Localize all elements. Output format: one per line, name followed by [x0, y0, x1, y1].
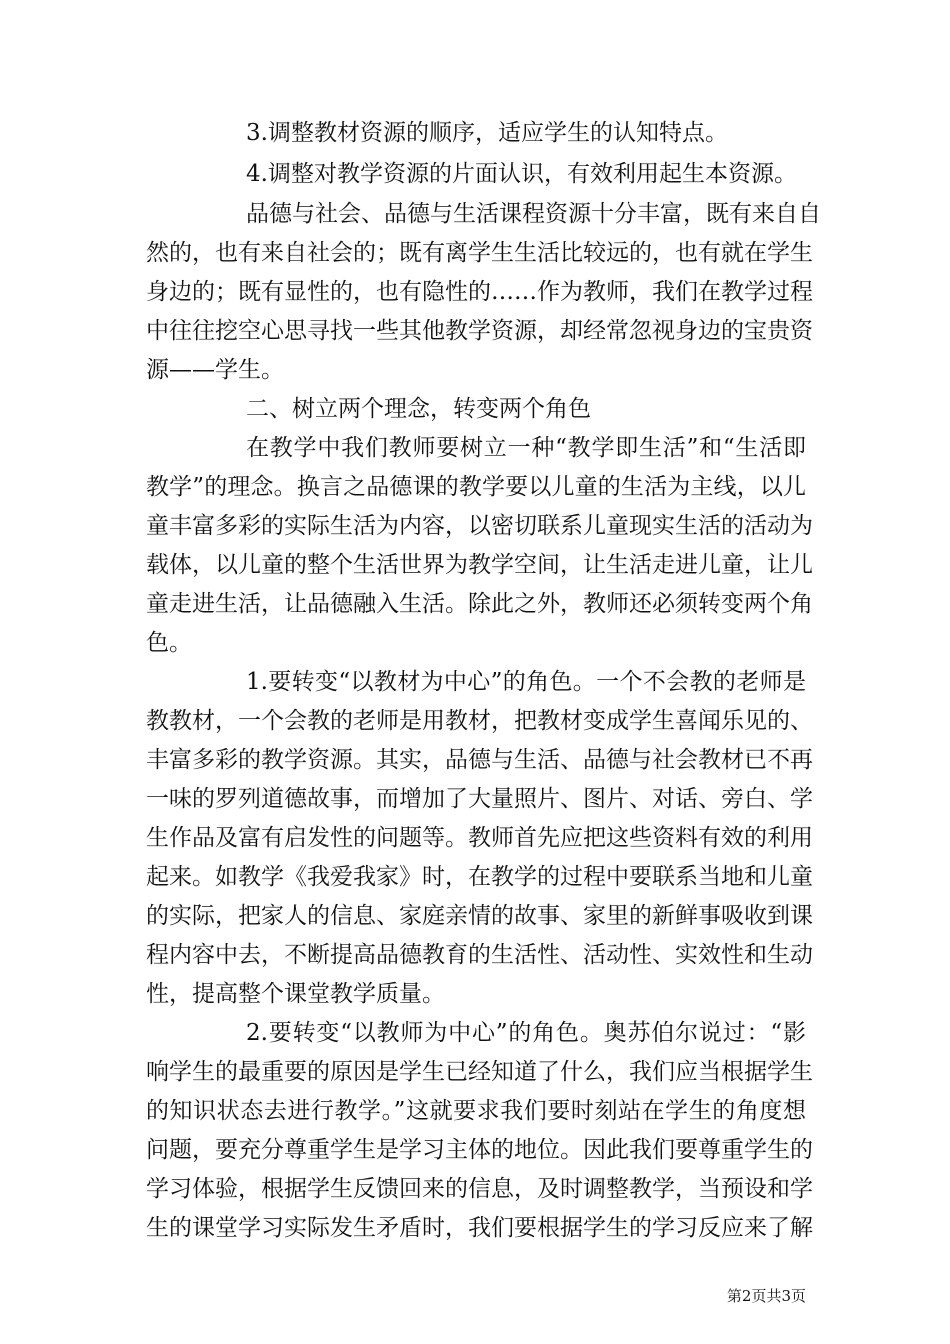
text-line: 色。 — [146, 630, 192, 656]
text-line: 的知识状态去进行教学。”这就要求我们要时刻站在学生的角度想 — [146, 1098, 806, 1124]
text-line: 的实际，把家人的信息、家庭亲情的故事、家里的新鲜事吸收到课 — [146, 903, 813, 929]
text-line: 1.要转变“以教材为中心”的角色。一个不会教的老师是 — [246, 669, 806, 695]
page-number: 第2页共3页 — [726, 1287, 806, 1305]
text-line: 起来。如教学《我爱我家》时，在教学的过程中要联系当地和儿童 — [146, 864, 813, 890]
text-line: 一味的罗列道德故事，而增加了大量照片、图片、对话、旁白、学 — [146, 786, 813, 812]
section-heading: 二、树立两个理念，转变两个角色 — [246, 396, 591, 422]
text-line: 响学生的最重要的原因是学生已经知道了什么，我们应当根据学生 — [146, 1059, 813, 1085]
text-line: 生的课堂学习实际发生矛盾时，我们要根据学生的学习反应来了解 — [146, 1215, 813, 1241]
text-line: 生作品及富有启发性的问题等。教师首先应把这些资料有效的利用 — [146, 825, 813, 851]
text-line: 丰富多彩的教学资源。其实，品德与生活、品德与社会教材已不再 — [146, 747, 813, 773]
text-line: 教教材，一个会教的老师是用教材，把教材变成学生喜闻乐见的、 — [146, 708, 813, 734]
text-line: 4.调整对教学资源的片面认识，有效利用起生本资源。 — [246, 161, 797, 187]
text-line: 程内容中去，不断提高品德教育的生活性、活动性、实效性和生动 — [146, 942, 813, 968]
text-line: 载体，以儿童的整个生活世界为教学空间，让生活走进儿童，让儿 — [146, 552, 813, 578]
text-line: 品德与社会、品德与生活课程资源十分丰富，既有来自自 — [246, 201, 821, 227]
text-line: 中往往挖空心思寻找一些其他教学资源，却经常忽视身边的宝贵资 — [146, 318, 813, 344]
text-line: 性，提高整个课堂教学质量。 — [146, 981, 445, 1007]
text-line: 童走进生活，让品德融入生活。除此之外，教师还必须转变两个角 — [146, 591, 813, 617]
text-line: 身边的；既有显性的，也有隐性的……作为教师，我们在教学过程 — [146, 279, 813, 305]
text-line: 学习体验，根据学生反馈回来的信息，及时调整教学，当预设和学 — [146, 1176, 813, 1202]
text-line: 然的，也有来自社会的；既有离学生生活比较远的，也有就在学生 — [146, 240, 813, 266]
text-line: 2.要转变“以教师为中心”的角色。奥苏伯尔说过：“影 — [246, 1020, 806, 1046]
text-line: 3.调整教材资源的顺序，适应学生的认知特点。 — [246, 120, 728, 146]
text-line: 源——学生。 — [146, 357, 284, 383]
text-line: 在教学中我们教师要树立一种“教学即生活”和“生活即 — [246, 435, 806, 461]
text-line: 教学”的理念。换言之品德课的教学要以儿童的生活为主线，以儿 — [146, 474, 806, 500]
text-line: 童丰富多彩的实际生活为内容，以密切联系儿童现实生活的活动为 — [146, 513, 813, 539]
text-line: 问题，要充分尊重学生是学习主体的地位。因此我们要尊重学生的 — [146, 1137, 813, 1163]
